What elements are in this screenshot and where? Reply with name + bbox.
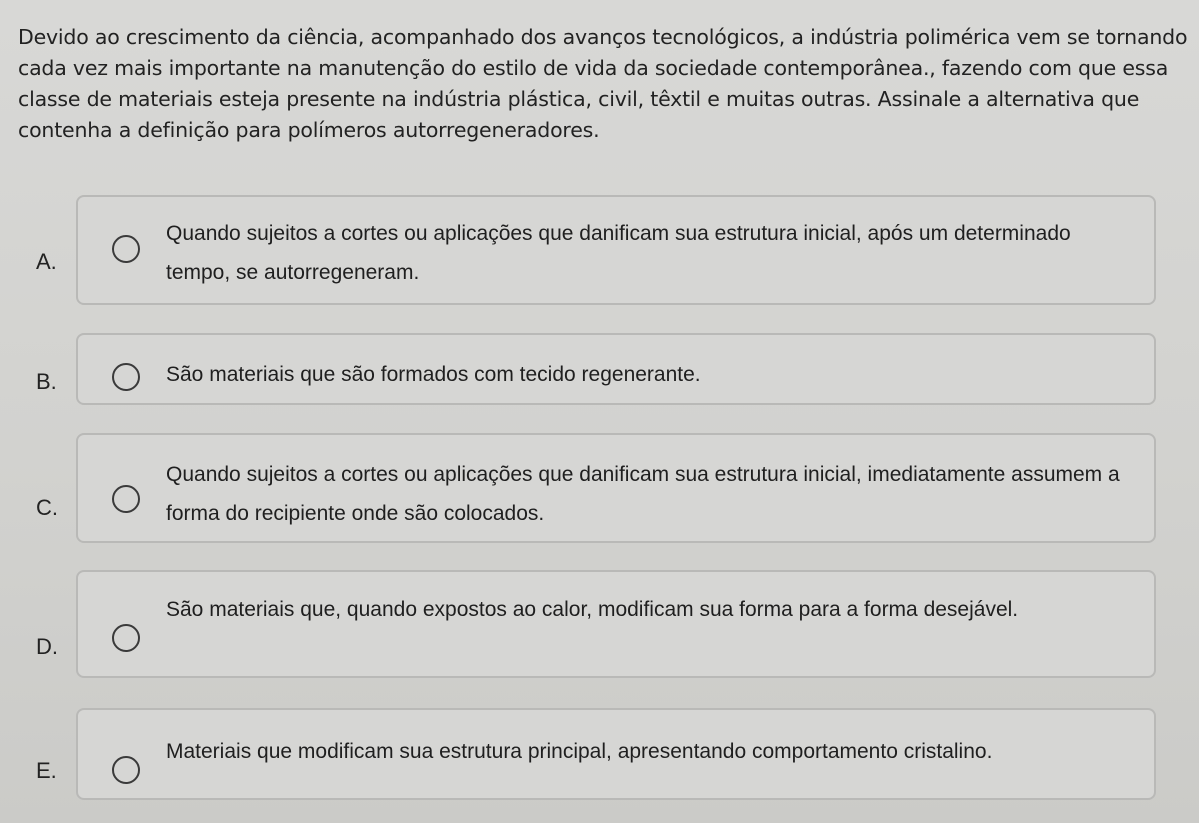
option-e-letter: E.	[36, 758, 57, 783]
option-a[interactable]	[0, 195, 1199, 305]
option-e-box[interactable]	[76, 708, 1156, 800]
option-c-text: Quando sujeitos a cortes ou aplicações que danificam sua estrutura inicial, imediatamente assumem a forma do recipiente onde são colocados.	[166, 463, 1120, 525]
option-e-text: Materiais que modificam sua estrutura principal, apresentando comportamento cristalino.	[166, 740, 993, 763]
option-b-text: São materiais que são formados com tecido regenerante.	[166, 363, 701, 386]
option-c-letter: C.	[36, 495, 58, 520]
option-a-radio[interactable]	[112, 235, 140, 263]
option-b[interactable]	[0, 333, 1199, 405]
option-c-radio[interactable]	[112, 485, 140, 513]
option-d-box[interactable]	[76, 570, 1156, 678]
option-d-text: São materiais que, quando expostos ao calor, modificam sua forma para a forma desejável.	[166, 598, 1019, 621]
question-text: Devido ao crescimento da ciência, acompanhado dos avanços tecnológicos, a indústria polimérica vem se tornando cada vez mais importante na manutenção do estilo de vida da sociedade contemporânea., fazendo com que essa classe de materiais esteja presente na indústria plástica, civil, têxtil e muitas outras. Assinale a alternativa que contenha a definição para polímeros autorregeneradores.	[18, 25, 1188, 142]
option-e[interactable]	[0, 708, 1199, 800]
option-e-radio[interactable]	[112, 756, 140, 784]
option-c-box[interactable]	[76, 433, 1156, 543]
option-a-box[interactable]	[76, 195, 1156, 305]
option-a-letter: A.	[36, 249, 57, 274]
option-b-letter: B.	[36, 369, 57, 394]
option-b-radio[interactable]	[112, 363, 140, 391]
option-d-radio[interactable]	[112, 624, 140, 652]
option-c[interactable]	[0, 433, 1199, 543]
option-d[interactable]	[0, 570, 1199, 678]
option-d-letter: D.	[36, 634, 58, 659]
option-b-box[interactable]	[76, 333, 1156, 405]
option-a-text: Quando sujeitos a cortes ou aplicações que danificam sua estrutura inicial, após um determinado tempo, se autorregeneram.	[166, 222, 1071, 284]
